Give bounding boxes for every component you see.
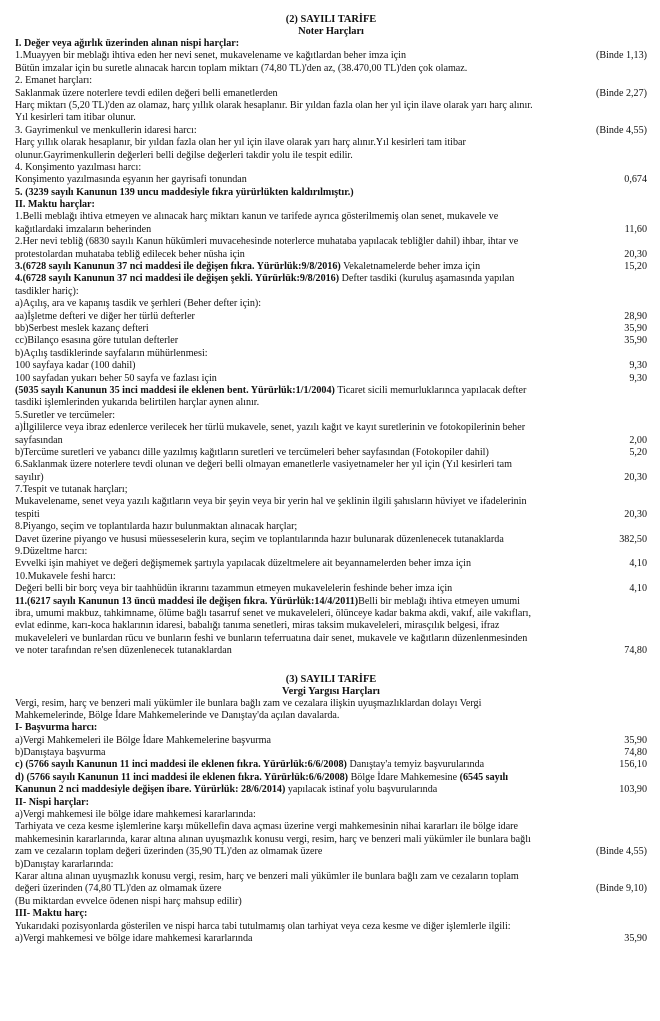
tariff-line-amount: 5,20 xyxy=(629,446,647,458)
tariff-line xyxy=(15,834,647,846)
tariff-line-text xyxy=(15,249,245,261)
tariff-line-amount: 11,60 xyxy=(624,223,647,235)
tariff-line-plain-text: b)Tercüme suretleri ve yabancı dille yazılmış kağıtların suretleri ve tercümeleri beher sayfasından (Fotokopiler dahil) xyxy=(15,446,489,458)
tariff-line xyxy=(15,335,647,347)
tariff-line-amount: 9,30 xyxy=(629,360,647,372)
tariff-line-text xyxy=(15,846,322,858)
tariff-line-plain-text: bb)Serbest meslek kazanç defteri xyxy=(15,322,149,334)
tariff-line-text xyxy=(15,199,95,211)
tariff-line xyxy=(15,112,647,124)
tariff-line xyxy=(15,846,647,858)
tariff-line xyxy=(15,199,647,211)
tariff-line-plain-text: Yukarıdaki pozisyonlarda gösterilen ve nispi harca tabi tutulmamış olan tarhiyat veya ceza kesme ve diğer işlemlerle ilgili: xyxy=(15,920,511,932)
tariff-line-text xyxy=(15,747,106,759)
tariff-line xyxy=(15,722,647,734)
tariff-line-plain-text: sayılır) xyxy=(15,471,44,483)
tariff-line-amount: (Binde 4,55) xyxy=(595,846,647,858)
tariff-line-amount: (Binde 4,55) xyxy=(595,124,647,136)
tariff-line-text xyxy=(15,633,527,645)
tariff-line-text xyxy=(15,286,79,298)
tariff-line-text xyxy=(15,162,141,174)
tariff-line xyxy=(15,797,647,809)
tariff-line xyxy=(15,608,647,620)
tariff-3-lines xyxy=(15,698,647,946)
tariff-line-plain-text: 5.Suretler ve tercümeler: xyxy=(15,409,116,421)
tariff-3-section xyxy=(15,674,647,946)
tariff-line-plain-text: Mukavelename, senet veya yazılı kağıtların veya bir şeyin veya bir yerin hal ve şeklinin ilgili şahısların hüviyet ve ifadelerinin xyxy=(15,496,527,508)
tariff-line-amount: 156,10 xyxy=(619,759,647,771)
tariff-line xyxy=(15,546,647,558)
tariff-line-text xyxy=(15,546,87,558)
tariff-line-text xyxy=(15,521,297,533)
tariff-line xyxy=(15,100,647,112)
tariff-line-text xyxy=(15,174,247,186)
tariff-line-text xyxy=(15,710,339,722)
tariff-line-text xyxy=(15,435,63,447)
tariff-line-plain-text: Vergi, resim, harç ve benzeri mali yükümler ile bunlara bağlı zam ve cezalara ilişkin uyuşmazlıklardan dolayı Vergi xyxy=(15,697,482,709)
tariff-line-plain-text: 100 sayfadan yukarı beher 50 sayfa ve fazlası için xyxy=(15,372,217,384)
tariff-line-amount: 74,80 xyxy=(624,645,647,657)
tariff-line-text xyxy=(15,224,151,236)
tariff-line xyxy=(15,908,647,920)
tariff-line-text xyxy=(15,472,44,484)
tariff-line-amount: 35,90 xyxy=(624,734,647,746)
tariff-line xyxy=(15,772,647,784)
tariff-line-plain-text: mahkemesinin kararlarında, karar altına alınan uyuşmazlık konusu vergi, resim, harç ve benzeri mali yükümler ile bunlara bağlı xyxy=(15,833,531,845)
tariff-line xyxy=(15,261,647,273)
tariff-line-text xyxy=(15,397,259,409)
tariff-line xyxy=(15,311,647,323)
tariff-line xyxy=(15,435,647,447)
tariff-line-text xyxy=(15,150,353,162)
tariff-line xyxy=(15,187,647,199)
tariff-line-plain-text: tespiti xyxy=(15,508,40,520)
tariff-line-plain-text: b)Danıştaya başvurma xyxy=(15,747,106,759)
tariff-line-text xyxy=(15,484,128,496)
tariff-line-plain-text: 7.Tespit ve tutanak harçları; xyxy=(15,484,128,496)
tariff-line-plain-text: ibra, umumi makbuz, tahkimname, ölüme bağlı tasarruf senet ve mukaveleleri, ölünceye kadar bakma akdi, vakıf, aile vakıfları, xyxy=(15,607,531,619)
tariff-line-amount: 20,30 xyxy=(624,248,647,260)
tariff-line xyxy=(15,125,647,137)
tariff-line xyxy=(15,871,647,883)
tariff-line-plain-text: 10.Mukavele feshi harcı: xyxy=(15,570,116,582)
tariff-line xyxy=(15,633,647,645)
tariff-line-plain-text: I. Değer veya ağırlık üzerinden alınan nispi harçlar: xyxy=(15,38,240,49)
tariff-line xyxy=(15,472,647,484)
tariff-line-text xyxy=(15,784,437,796)
tariff-line-plain-text: tasdiki işlemlerinden yukarıda belirtilen harçlar aynen alınır. xyxy=(15,397,260,409)
tariff-line-plain-text: Davet üzerine piyango ve hususi müesseselerin kura, seçim ve toplantılarında hazır bulunarak düzenlenecek tutanaklarda xyxy=(15,533,504,545)
tariff-line-text xyxy=(15,772,508,784)
tariff-line-text xyxy=(15,571,116,583)
tariff-line-bold-text: (5035 sayılı Kanunun 35 inci maddesi ile eklenen bent. Yürürlük:1/1/2004) xyxy=(15,384,335,396)
tariff-line-text xyxy=(15,620,499,632)
tariff-line xyxy=(15,459,647,471)
tariff-line-plain-text: 2.Her nevi tebliğ (6830 sayılı Kanun hükümleri muvacehesinde noterlerce muhataba yapılacak tebliğler dahil) ihbar, ihtar ve xyxy=(15,236,519,248)
tariff-line-plain-text: 8.Piyango, seçim ve toplantılarda hazır bulunmaktan alınacak harçlar; xyxy=(15,521,298,533)
tariff-line-amount: 0,674 xyxy=(624,174,647,186)
tariff-2-subtitle: Noter Harçları xyxy=(298,26,364,37)
tariff-line xyxy=(15,747,647,759)
tariff-line xyxy=(15,273,647,285)
tariff-line-plain-text: olunur.Gayrimenkullerin değerleri belli değilse değerleri takdir yolu ile tespit edilir. xyxy=(15,149,353,161)
tariff-line-text xyxy=(15,509,40,521)
tariff-line xyxy=(15,174,647,186)
tariff-line xyxy=(15,809,647,821)
tariff-line-amount: 4,10 xyxy=(629,583,647,595)
tariff-line xyxy=(15,620,647,632)
tariff-line xyxy=(15,484,647,496)
tariff-line-plain-text: evlat edinme, karı-koca haklarının idaresi, babalığı tanıma senetleri, miras taksim mukaveleleri, mirasçılık belgesi, ifraz xyxy=(15,620,500,632)
tariff-line xyxy=(15,63,647,75)
tariff-line xyxy=(15,784,647,796)
tariff-line xyxy=(15,410,647,422)
tariff-line xyxy=(15,496,647,508)
tariff-line-plain-text: protestolardan muhataba tebliğ edilecek beher nüsha için xyxy=(15,248,245,260)
tariff-line-text xyxy=(15,645,232,657)
tariff-line-plain-text: yapılacak istinaf yolu başvurularında xyxy=(285,784,438,796)
tariff-2-title: (2) SAYILI TARİFE xyxy=(285,14,377,25)
tariff-line-text xyxy=(15,323,149,335)
tariff-line-plain-text: Harç miktarı (5,20 TL)'den az olamaz, harç yıllık olarak hesaplanır. Bir yıldan fazla olan her yıl için ilave olarak yarı harç alınır. xyxy=(15,99,533,111)
tariff-line-plain-text: aa)İşletme defteri ve diğer her türlü defterler xyxy=(15,310,195,322)
tariff-line xyxy=(15,286,647,298)
tariff-line xyxy=(15,88,647,100)
tariff-line xyxy=(15,224,647,236)
tariff-line-amount: 28,90 xyxy=(624,310,647,322)
tariff-line xyxy=(15,38,647,50)
tariff-line-plain-text: Ticaret sicili memurluklarınca yapılacak defter xyxy=(334,384,527,396)
tariff-line xyxy=(15,298,647,310)
tariff-line-plain-text: tasdikler hariç): xyxy=(15,285,79,297)
tariff-line-plain-text: b)Açılış tasdiklerinde sayfaların mühürlenmesi: xyxy=(15,347,208,359)
tariff-line-amount: 74,80 xyxy=(624,747,647,759)
tariff-line xyxy=(15,896,647,908)
tariff-line-text xyxy=(15,608,531,620)
tariff-line xyxy=(15,348,647,360)
tariff-line-plain-text: Harç yıllık olarak hesaplanır, bir yıldan fazla olan her yıl için ilave olarak yarı harç alınır.Yıl kesirleri tam itibar xyxy=(15,137,466,149)
tariff-line-bold-text: c) (5766 sayılı Kanunun 11 inci maddesi ile eklenen fıkra. Yürürlük:6/6/2008) xyxy=(15,759,347,771)
tariff-line-text xyxy=(15,211,498,223)
tariff-line xyxy=(15,509,647,521)
tariff-line-plain-text: Konşimento yazılmasında eşyanın her gayrisafi tonundan xyxy=(15,174,247,186)
tariff-line-plain-text: Evvelki işin mahiyet ve değeri değişmemek şartıyla yapılacak düzeltmelere ait beyannamelerden beher imza için xyxy=(15,558,471,570)
tariff-line-bold-text: Kanunun 2 nci maddesiyle değişen ibare. Yürürlük: 28/6/2014) xyxy=(15,784,286,796)
tariff-line-text xyxy=(15,385,526,397)
tariff-line-text xyxy=(15,348,208,360)
tariff-line-plain-text: a)Vergi mahkemesi ile bölge idare mahkemesi kararlarında: xyxy=(15,809,256,821)
tariff-line-plain-text: II- Nispi harçlar: xyxy=(15,796,90,808)
tariff-line-plain-text: 3. Gayrimenkul ve menkullerin idaresi harcı: xyxy=(15,124,197,136)
tariff-line-amount: 9,30 xyxy=(629,372,647,384)
tariff-line-amount: 35,90 xyxy=(624,322,647,334)
tariff-line-plain-text: I- Başvurma harcı: xyxy=(15,722,98,734)
tariff-line-plain-text: değeri üzerinden (74,80 TL)'den az olmamak üzere xyxy=(15,883,222,895)
tariff-line-text xyxy=(15,261,480,273)
tariff-line xyxy=(15,75,647,87)
tariff-line xyxy=(15,645,647,657)
tariff-line-amount: 2,00 xyxy=(629,434,647,446)
tariff-line xyxy=(15,859,647,871)
tariff-line-text xyxy=(15,100,533,112)
tariff-2-section xyxy=(15,14,647,658)
tariff-line-text xyxy=(15,583,452,595)
tariff-line-plain-text: a)Vergi mahkemesi ve bölge idare mahkemesi kararlarında xyxy=(15,932,253,944)
tariff-line-amount: 35,90 xyxy=(624,335,647,347)
tariff-line-text xyxy=(15,797,89,809)
tariff-line xyxy=(15,50,647,62)
tariff-line-plain-text: Değeri belli bir borç veya bir taahhüdün ikrarını tazammun etmeyen mukavelelerin feshinde beher imza için xyxy=(15,583,453,595)
tariff-line-text xyxy=(15,373,217,385)
tariff-line-plain-text: cc)Bilanço esasına göre tutulan defterler xyxy=(15,335,179,347)
tariff-line-text xyxy=(15,809,256,821)
tariff-line-plain-text: 100 sayfaya kadar (100 dahil) xyxy=(15,360,136,372)
tariff-line-plain-text: ve noter tarafından re'sen düzenlenecek tutanaklardan xyxy=(15,645,232,657)
tariff-line-plain-text: Defter tasdiki (kuruluş aşamasında yapılan xyxy=(339,273,515,285)
tariff-line-plain-text: 6.Saklanmak üzere noterlere tevdi olunan ve değeri belli olmayan emanetlerle vasiyetnameler her yıl için (Yıl kesirleri tam xyxy=(15,459,512,471)
tariff-line-amount: 382,50 xyxy=(619,533,647,545)
tariff-line-amount: (Binde 1,13) xyxy=(595,50,647,62)
tariff-line-text xyxy=(15,410,115,422)
tariff-line xyxy=(15,323,647,335)
tariff-line-text xyxy=(15,871,519,883)
tariff-line-plain-text: 9.Düzeltme harcı: xyxy=(15,546,88,558)
tariff-line-text xyxy=(15,908,87,920)
tariff-line-plain-text: 1.Belli meblağı ihtiva etmeyen ve alınacak harç miktarı kanun ve tarifede ayrıca gösterilmemiş olan senet, mukavele ve xyxy=(15,211,499,223)
tariff-line-text xyxy=(15,298,261,310)
tariff-line-text xyxy=(15,722,97,734)
tariff-line-plain-text: III- Maktu harç: xyxy=(15,908,88,920)
tariff-line-amount: 20,30 xyxy=(624,508,647,520)
tariff-line-text xyxy=(15,759,484,771)
tariff-line xyxy=(15,211,647,223)
tariff-line-plain-text: Belli bir meblağı ihtiva etmeyen umumi xyxy=(358,595,520,607)
tariff-line xyxy=(15,534,647,546)
tariff-line xyxy=(15,710,647,722)
tariff-line-text xyxy=(15,859,113,871)
tariff-line-amount: 35,90 xyxy=(624,932,647,944)
tariff-line-plain-text: Bütün imzalar için bu suretle alınacak harcın toplam miktarı (74,80 TL)'den az, (38.470,00 TL)'den çok olamaz. xyxy=(15,62,468,74)
tariff-line xyxy=(15,921,647,933)
tariff-line xyxy=(15,249,647,261)
tariff-line-plain-text: kağıtlardaki imzaların beherinden xyxy=(15,223,152,235)
tariff-line-text xyxy=(15,933,252,945)
tariff-line-bold-text: (6545 sayılı xyxy=(459,771,509,783)
tariff-line-amount: 20,30 xyxy=(624,471,647,483)
tariff-line-amount: 4,10 xyxy=(629,558,647,570)
tariff-line xyxy=(15,759,647,771)
tariff-line xyxy=(15,698,647,710)
tariff-line-text xyxy=(15,137,466,149)
tariff-line-text xyxy=(15,360,136,372)
tariff-line xyxy=(15,236,647,248)
tariff-line-amount: 103,90 xyxy=(619,784,647,796)
tariff-line-text xyxy=(15,459,512,471)
tariff-line-text xyxy=(15,63,467,75)
tariff-line xyxy=(15,571,647,583)
tariff-line-plain-text: Tarhiyata ve ceza kesme işlemlerine karşı mükellefin dava açması üzerine vergi mahkemesinin nihai kararları ile bölge idare xyxy=(15,821,519,833)
tariff-line xyxy=(15,397,647,409)
tariff-line xyxy=(15,558,647,570)
tariff-line-text xyxy=(15,187,354,199)
tariff-line-text xyxy=(15,311,195,323)
tariff-line xyxy=(15,360,647,372)
tariff-line xyxy=(15,821,647,833)
tariff-line-text xyxy=(15,273,514,285)
tariff-line-plain-text: b)Danıştay kararlarında: xyxy=(15,858,114,870)
tariff-line-plain-text: Vekaletnamelerde beher imza için xyxy=(340,261,481,273)
tariff-3-subtitle: Vergi Yargısı Harçları xyxy=(282,685,380,697)
tariff-3-title: (3) SAYILI TARİFE xyxy=(285,673,377,685)
tariff-line-plain-text: Danıştay'a temyiz başvurularında xyxy=(346,759,485,771)
tariff-line-plain-text: Bölge İdare Mahkemesine xyxy=(348,771,460,783)
tariff-line-text xyxy=(15,596,520,608)
tariff-line xyxy=(15,373,647,385)
tariff-line-text xyxy=(15,50,406,62)
tariff-line-text xyxy=(15,236,518,248)
tariff-line xyxy=(15,735,647,747)
tariff-line-plain-text: Saklanmak üzere noterlere tevdi edilen değeri belli emanetlerden xyxy=(15,87,278,99)
tariff-line-text xyxy=(15,125,197,137)
tariff-line xyxy=(15,596,647,608)
tariff-line-plain-text: mukaveleleri ve bunlardan rücu ve bunların feshi ve bunların teferruatına dair senet, mukavele ve kağıtların düzenlenmesinden xyxy=(15,632,528,644)
tariff-line-text xyxy=(15,38,239,50)
tariff-line xyxy=(15,933,647,945)
tariff-line-plain-text: II. Maktu harçlar: xyxy=(15,199,95,211)
tariff-line-plain-text: Karar altına alınan uyuşmazlık konusu vergi, resim, harç ve benzeri mali yükümler ile bunlara bağlı zam ve cezaların toplam xyxy=(15,871,519,882)
tariff-line-text xyxy=(15,422,525,434)
tariff-line-text xyxy=(15,834,531,846)
tariff-line-amount: (Binde 2,27) xyxy=(595,87,647,99)
tariff-line xyxy=(15,883,647,895)
tariff-line xyxy=(15,447,647,459)
tariff-line-plain-text: 2. Emanet harçları: xyxy=(15,75,93,87)
tariff-line xyxy=(15,583,647,595)
tariff-line-plain-text: 4. Konşimento yazılması harcı: xyxy=(15,161,142,173)
tariff-line-text xyxy=(15,698,481,710)
tariff-line xyxy=(15,137,647,149)
tariff-line xyxy=(15,162,647,174)
tariff-line-plain-text: a)İlgililerce veya ibraz edenlerce verilecek her türlü mukavele, senet, yazılı kağıt ve kayıt suretlerinin ve fotokopilerinin beher xyxy=(15,422,526,434)
tariff-line-text xyxy=(15,534,504,546)
tariff-line-plain-text: Mahkemelerinde, Bölge İdare Mahkemelerinde ve Danıştay'da açılan davalarda. xyxy=(15,709,340,721)
tariff-line-plain-text: 5. (3239 sayılı Kanunun 139 uncu maddesiyle fıkra yürürlükten kaldırılmıştır.) xyxy=(15,186,354,198)
tariff-line-plain-text: 1.Muayyen bir meblağı ihtiva eden her nevi senet, mukavelename ve kağıtlardan beher imza için xyxy=(15,50,406,62)
tariff-line-bold-text: 11.(6217 sayılı Kanunun 13 üncü maddesi ile değişen fıkra. Yürürlük:14/4/2011) xyxy=(15,595,359,607)
tariff-line xyxy=(15,521,647,533)
section-spacer xyxy=(15,658,647,674)
tariff-line-plain-text: a)Açılış, ara ve kapanış tasdik ve şerhleri (Beher defter için): xyxy=(15,298,262,310)
tariff-line-plain-text: a)Vergi Mahkemeleri ile Bölge İdare Mahkemelerine başvurma xyxy=(15,734,271,746)
tariff-line-bold-text: 3.(6728 sayılı Kanunun 37 nci maddesi ile değişen fıkra. Yürürlük:9/8/2016) xyxy=(15,261,341,273)
tariff-line xyxy=(15,422,647,434)
tariff-line-plain-text: Yıl kesirleri tam itibar olunur. xyxy=(15,112,136,124)
tariff-line-text xyxy=(15,75,92,87)
tariff-line-bold-text: 4.(6728 sayılı Kanunun 37 nci maddesi ile değişen şekli. Yürürlük:9/8/2016) xyxy=(15,273,340,285)
tariff-line-text xyxy=(15,88,278,100)
tariff-line-text xyxy=(15,447,489,459)
tariff-line-text xyxy=(15,496,527,508)
tariff-line-text xyxy=(15,735,271,747)
tariff-line xyxy=(15,150,647,162)
tariff-line-text xyxy=(15,558,471,570)
tariff-line-bold-text: d) (5766 sayılı Kanunun 11 inci maddesi ile eklenen fıkra. Yürürlük:6/6/2008) xyxy=(15,771,349,783)
tariff-line-plain-text: sayfasından xyxy=(15,434,63,446)
tariff-line-text xyxy=(15,335,178,347)
tariff-2-lines xyxy=(15,38,647,658)
tariff-line-text xyxy=(15,883,222,895)
tariff-line-amount: (Binde 9,10) xyxy=(595,883,647,895)
tariff-line-text xyxy=(15,921,511,933)
tariff-line xyxy=(15,385,647,397)
document xyxy=(15,14,647,945)
tariff-line-text xyxy=(15,896,242,908)
tariff-line-text xyxy=(15,112,136,124)
tariff-line-plain-text: (Bu miktardan evvelce ödenen nispi harç mahsup edilir) xyxy=(15,895,242,907)
tariff-line-text xyxy=(15,821,518,833)
tariff-line-amount: 15,20 xyxy=(624,261,647,273)
tariff-line-plain-text: zam ve cezaların toplam değeri üzerinden (35,90 TL)'den az olmamak üzere xyxy=(15,846,323,858)
